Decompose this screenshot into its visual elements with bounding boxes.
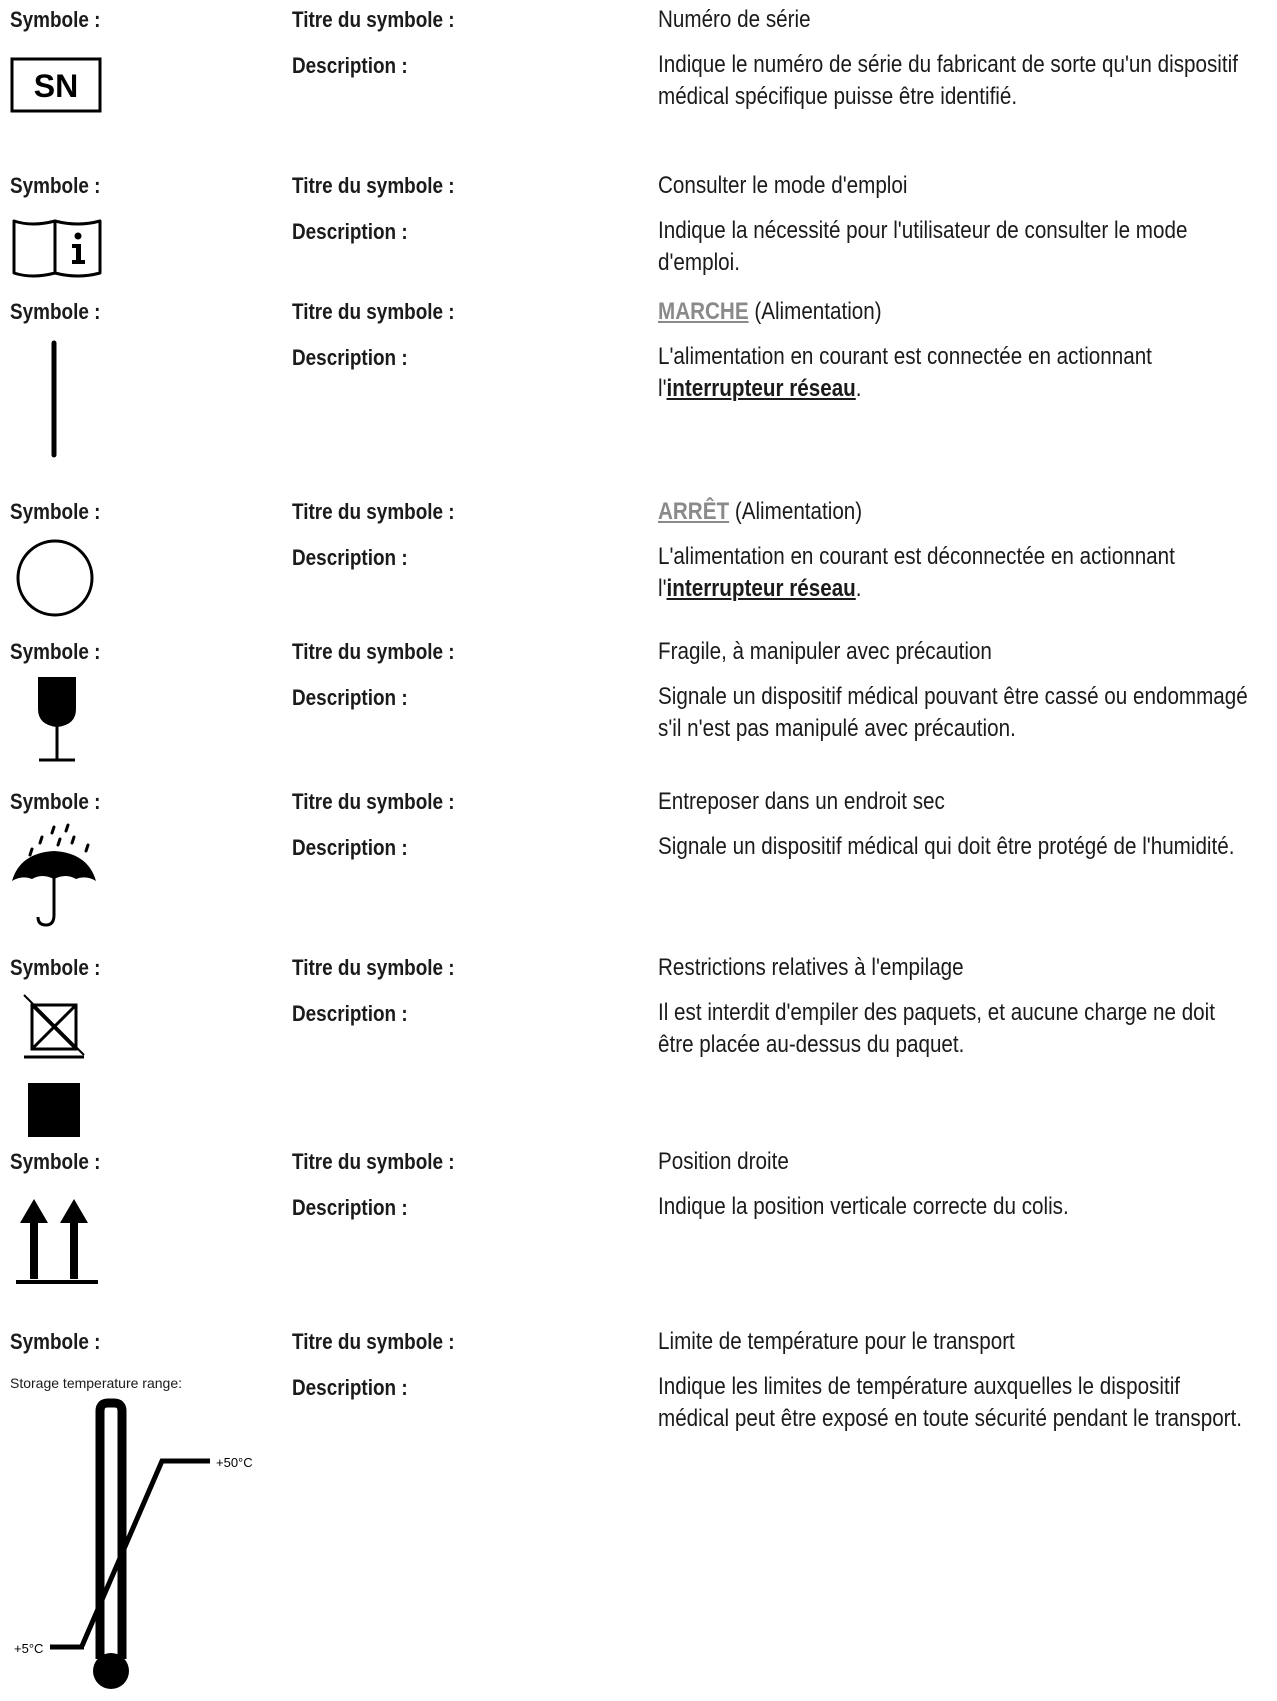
title-label: Titre du symbole : — [292, 499, 455, 524]
symbol-title-rest: (Alimentation) — [729, 498, 863, 525]
mains-switch-link[interactable]: interrupteur réseau — [666, 575, 856, 602]
symbol-description: Il est interdit d'empiler des paquets, et aucune charge ne doit être placée au-dessus du paquet. — [658, 999, 1215, 1058]
description-label: Description : — [292, 1375, 408, 1400]
symbol-title: Position droite — [658, 1148, 789, 1175]
symbol-label: Symbole : — [10, 1329, 101, 1354]
description-label: Description : — [292, 545, 408, 570]
temperature-low-label: +5°C — [14, 1641, 44, 1656]
description-label: Description : — [292, 53, 408, 78]
symbol-description: Signale un dispositif médical pouvant être cassé ou endommagé s'il n'est pas manipulé avec précaution. — [658, 683, 1248, 742]
symbol-label: Symbole : — [10, 299, 101, 324]
symbol-label: Symbole : — [10, 639, 101, 664]
symbol-label: Symbole : — [10, 173, 101, 198]
symbol-description: Indique le numéro de série du fabricant de sorte qu'un dispositif médical spécifique puisse être identifié. — [658, 51, 1238, 110]
temperature-limit-icon — [10, 1401, 253, 1701]
symbol-description: Signale un dispositif médical qui doit être protégé de l'humidité. — [658, 833, 1235, 860]
symbol-title — [658, 296, 1251, 328]
storage-temperature-caption: Storage temperature range: — [10, 1375, 182, 1391]
symbol-label: Symbole : — [10, 7, 101, 32]
title-label: Titre du symbole : — [292, 173, 455, 198]
keep-dry-icon — [10, 821, 102, 931]
symbol-description — [658, 541, 1251, 605]
serial-number-icon — [10, 57, 102, 113]
description-label: Description : — [292, 345, 408, 370]
description-text: L'alimentation en courant est connectée en actionnant l' — [658, 343, 1152, 402]
symbol-title: Numéro de série — [658, 6, 811, 33]
description-label: Description : — [292, 1195, 408, 1220]
temperature-high-label: +50°C — [216, 1455, 253, 1470]
symbol-title: Restrictions relatives à l'empilage — [658, 954, 964, 981]
stacking-restriction-icon — [22, 993, 92, 1147]
description-label: Description : — [292, 835, 408, 860]
title-label: Titre du symbole : — [292, 7, 455, 32]
symbol-description: Indique la nécessité pour l'utilisateur de consulter le mode d'emploi. — [658, 217, 1188, 276]
title-label: Titre du symbole : — [292, 639, 455, 664]
this-way-up-icon — [14, 1197, 100, 1287]
description-end: . — [855, 375, 862, 402]
symbol-title: Fragile, à manipuler avec précaution — [658, 638, 992, 665]
power-on-icon — [44, 339, 64, 459]
symbol-description — [658, 341, 1251, 405]
symbol-title: Consulter le mode d'emploi — [658, 172, 908, 199]
power-on-link[interactable]: MARCHE — [658, 298, 749, 325]
title-label: Titre du symbole : — [292, 1149, 455, 1174]
symbol-label: Symbole : — [10, 1149, 101, 1174]
symbol-title — [658, 496, 1251, 528]
description-label: Description : — [292, 1001, 408, 1026]
symbol-label: Symbole : — [10, 499, 101, 524]
power-off-link[interactable]: ARRÊT — [658, 498, 730, 525]
title-label: Titre du symbole : — [292, 1329, 455, 1354]
description-end: . — [855, 575, 862, 602]
serial-number-icon-text: SN — [33, 68, 79, 104]
description-text: L'alimentation en courant est déconnectée en actionnant l' — [658, 543, 1175, 602]
title-label: Titre du symbole : — [292, 955, 455, 980]
symbol-title-rest: (Alimentation) — [748, 298, 882, 325]
symbol-title: Limite de température pour le transport — [658, 1328, 1015, 1355]
power-off-icon — [14, 537, 96, 619]
symbol-description: Indique les limites de température auxquelles le dispositif médical peut être exposé en toute sécurité pendant le transport. — [658, 1373, 1243, 1432]
consult-instructions-icon — [10, 217, 104, 281]
symbol-label: Symbole : — [10, 955, 101, 980]
description-label: Description : — [292, 219, 408, 244]
title-label: Titre du symbole : — [292, 789, 455, 814]
mains-switch-link[interactable]: interrupteur réseau — [666, 375, 856, 402]
title-label: Titre du symbole : — [292, 299, 455, 324]
symbol-label: Symbole : — [10, 789, 101, 814]
fragile-icon — [34, 675, 80, 765]
symbol-description: Indique la position verticale correcte du colis. — [658, 1193, 1069, 1220]
description-label: Description : — [292, 685, 408, 710]
symbol-title: Entreposer dans un endroit sec — [658, 788, 945, 815]
